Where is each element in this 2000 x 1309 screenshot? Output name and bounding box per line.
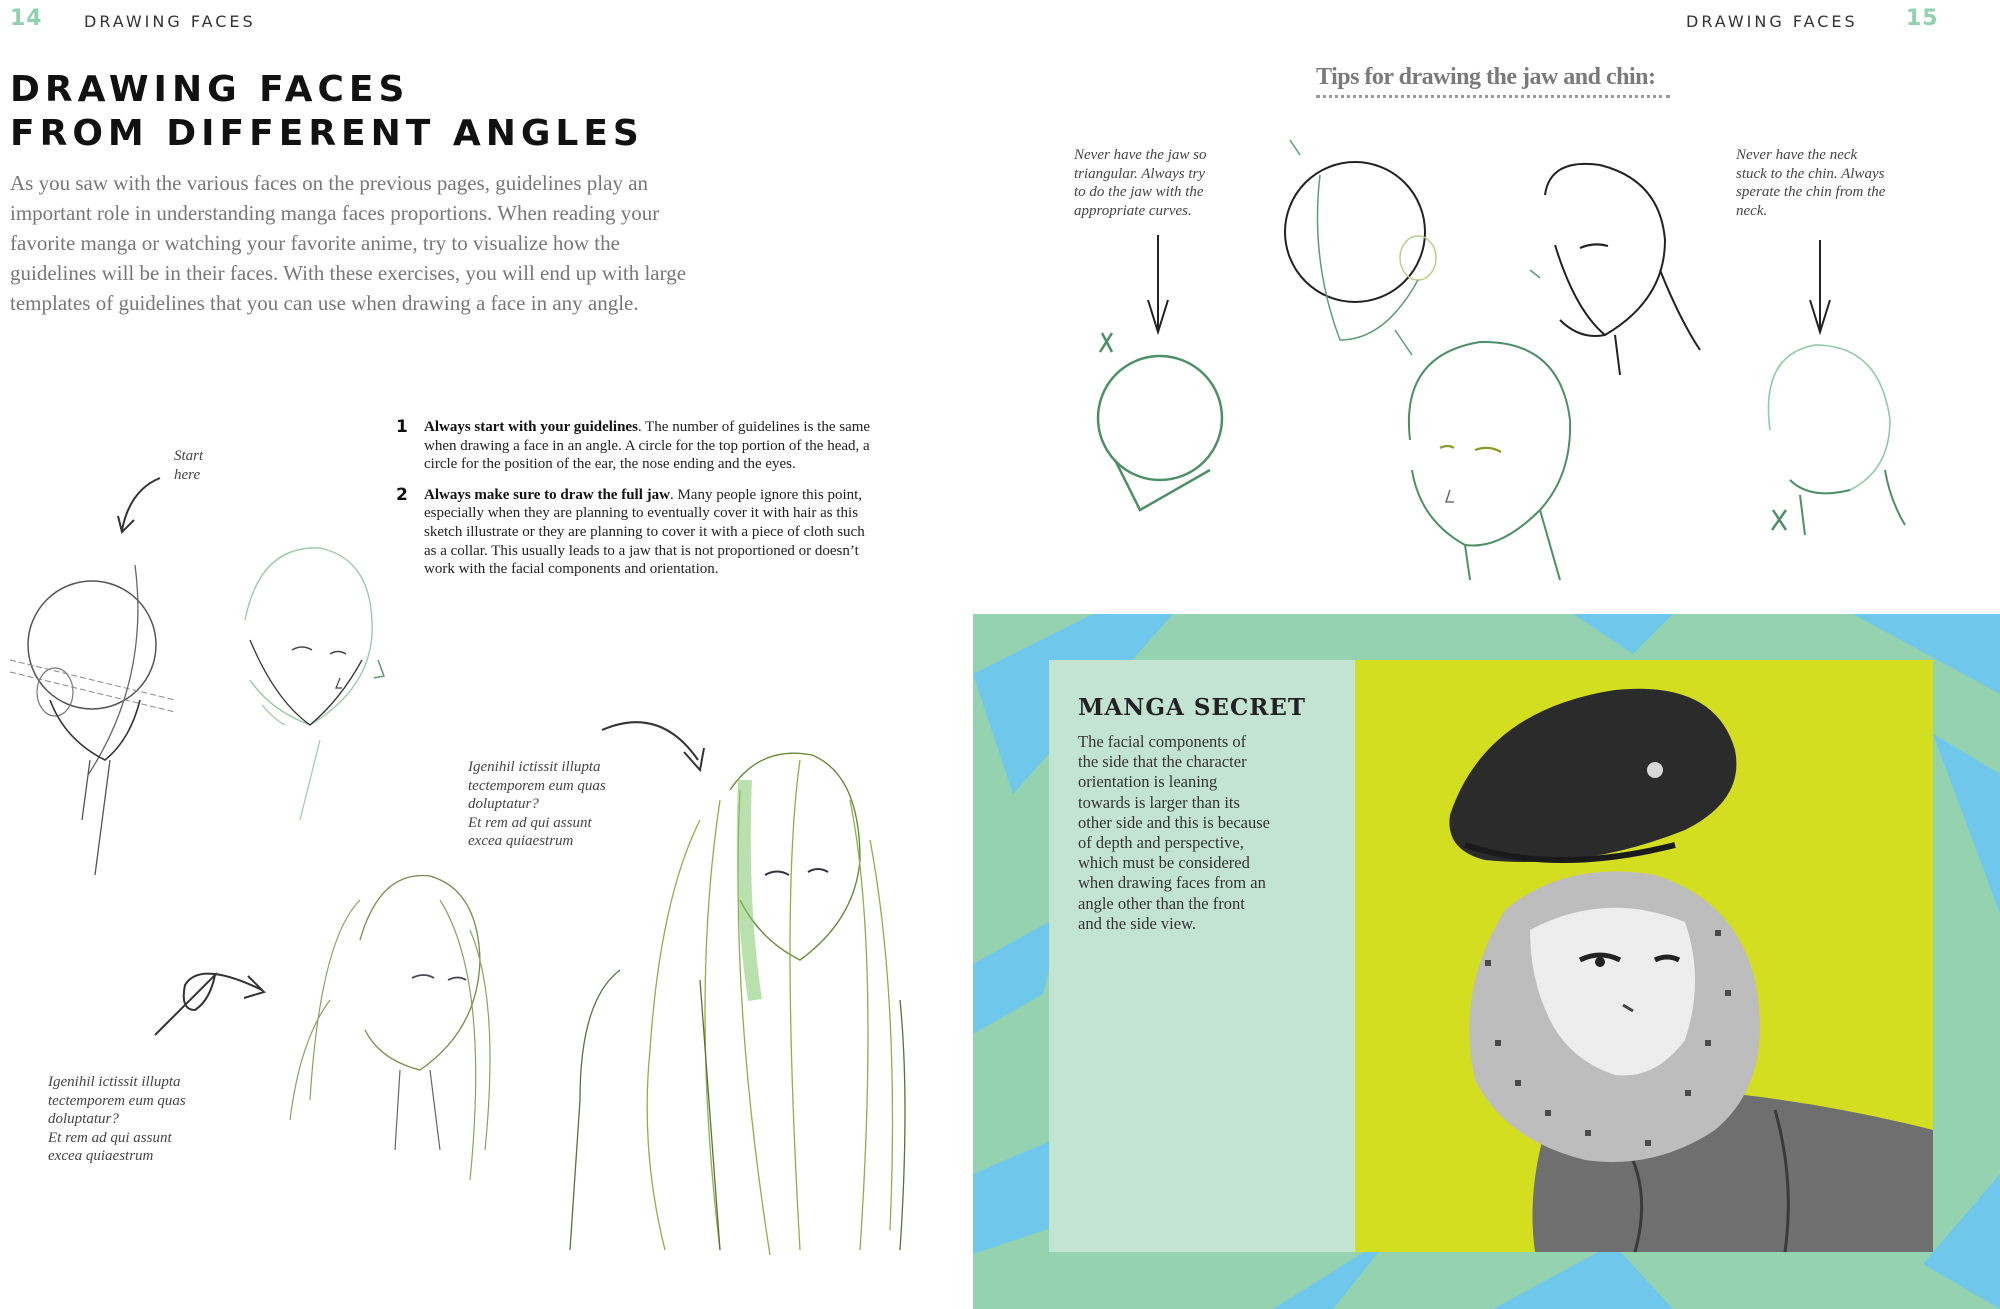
left-page-number: 14 [10, 6, 43, 31]
wrong-mark-icon [1772, 510, 1786, 530]
note-line: doluptatur? [468, 796, 539, 812]
jaw-line [1790, 480, 1850, 493]
beret-button [1647, 762, 1663, 778]
note-line: Never have the neck [1736, 147, 1858, 163]
wrong-mark-icon [1100, 333, 1112, 352]
manga-character-illustration [1355, 660, 1933, 1252]
manga-secret-body [1078, 732, 1348, 934]
note-line: doluptatur? [48, 1111, 119, 1127]
secret-line: orientation is leaning [1078, 772, 1218, 792]
note-line: Et rem ad qui assunt [48, 1129, 172, 1146]
secret-line: when drawing faces from an [1078, 873, 1266, 893]
note-line: to do the jaw with the [1074, 184, 1204, 200]
note-line: tectemporem eum quas [48, 1092, 186, 1109]
step-number: 1 [396, 417, 408, 437]
page-title-line-2: FROM DIFFERENT ANGLES [10, 113, 644, 154]
note-line: Never have the jaw so [1074, 147, 1207, 163]
secret-line: and the side view. [1078, 913, 1197, 933]
step-bold-lead: Always start with your guidelines [424, 419, 638, 435]
right-running-head: DRAWING FACES [1686, 12, 1858, 31]
neck-line [1800, 470, 1905, 535]
note-line: tectemporem eum quas [468, 777, 606, 794]
construction-lines [1530, 270, 1540, 278]
secret-line: of depth and perspective, [1078, 833, 1244, 853]
note-line: Igenihil ictissit illupta [468, 759, 601, 775]
character-pupil [1595, 957, 1605, 967]
step-number: 2 [396, 484, 408, 505]
manga-secret-title: MANGA SECRET [1078, 694, 1307, 721]
note-line: appropriate curves. [1074, 202, 1192, 219]
note-line: Igenihil ictissit illupta [48, 1074, 181, 1090]
construction-lines [1290, 140, 1412, 355]
page-title-line-1: DRAWING FACES [10, 69, 410, 110]
note-line: stuck to the chin. Always [1736, 165, 1885, 182]
step-body: . Many people ignore this point, especially when they are planning to eventually cover it with hair as this sketch illustrate or they are planning to cover it with a piece of cloth such as a collar. This usually leads to a jaw that is not proportioned or doesn’t work with the facial components and orientation. [424, 486, 865, 578]
secret-line: angle other than the front [1078, 893, 1245, 913]
note-line: excea quiaestrum [468, 833, 574, 849]
nose-stroke [1446, 490, 1454, 502]
right-page-number: 15 [1906, 6, 1939, 31]
step-bold-lead: Always make sure to draw the full jaw [424, 486, 670, 503]
step-body: . The number of guidelines is the same when drawing a face in an angle. A circle for the top portion of the head, a circle for the position of the ear, the nose ending and the eyes. [424, 419, 871, 473]
ear-circle [1400, 236, 1436, 280]
head-circle [1285, 162, 1425, 302]
head-outline [1545, 164, 1665, 336]
jaw-curve [1318, 175, 1419, 340]
note-line: excea quiaestrum [48, 1148, 154, 1164]
tips-heading: Tips for drawing the jaw and chin: [1316, 64, 1670, 98]
note-line: sperate the chin from the [1736, 184, 1886, 200]
neck-line [1615, 270, 1700, 375]
secret-line: which must be considered [1078, 853, 1250, 873]
head-outline [1768, 345, 1890, 493]
left-running-head: DRAWING FACES [84, 12, 256, 31]
intro-paragraph: As you saw with the various faces on the previous pages, guidelines play an important role in understanding manga faces proportions. When reading your favorite manga or watching your favorite anime, try to visualize how the guidelines will be in their faces. With these exercises, you will end up with large templates of guidelines that you can use when drawing a face in any angle. [10, 171, 687, 315]
secret-line: The facial components of [1078, 732, 1247, 751]
eyes-stroke [1440, 446, 1501, 452]
eye-stroke [1580, 244, 1608, 248]
note-line: neck. [1736, 202, 1768, 219]
secret-line: the side that the character [1078, 752, 1247, 772]
head-outline [1409, 342, 1570, 546]
note-line: Et rem ad qui assunt [468, 814, 592, 831]
start-here-line: Start [174, 448, 204, 464]
note-line: triangular. Always try [1074, 165, 1205, 182]
secret-line: towards is larger than its [1078, 792, 1240, 812]
start-here-line: here [174, 466, 201, 483]
secret-line: other side and this is because [1078, 812, 1270, 832]
